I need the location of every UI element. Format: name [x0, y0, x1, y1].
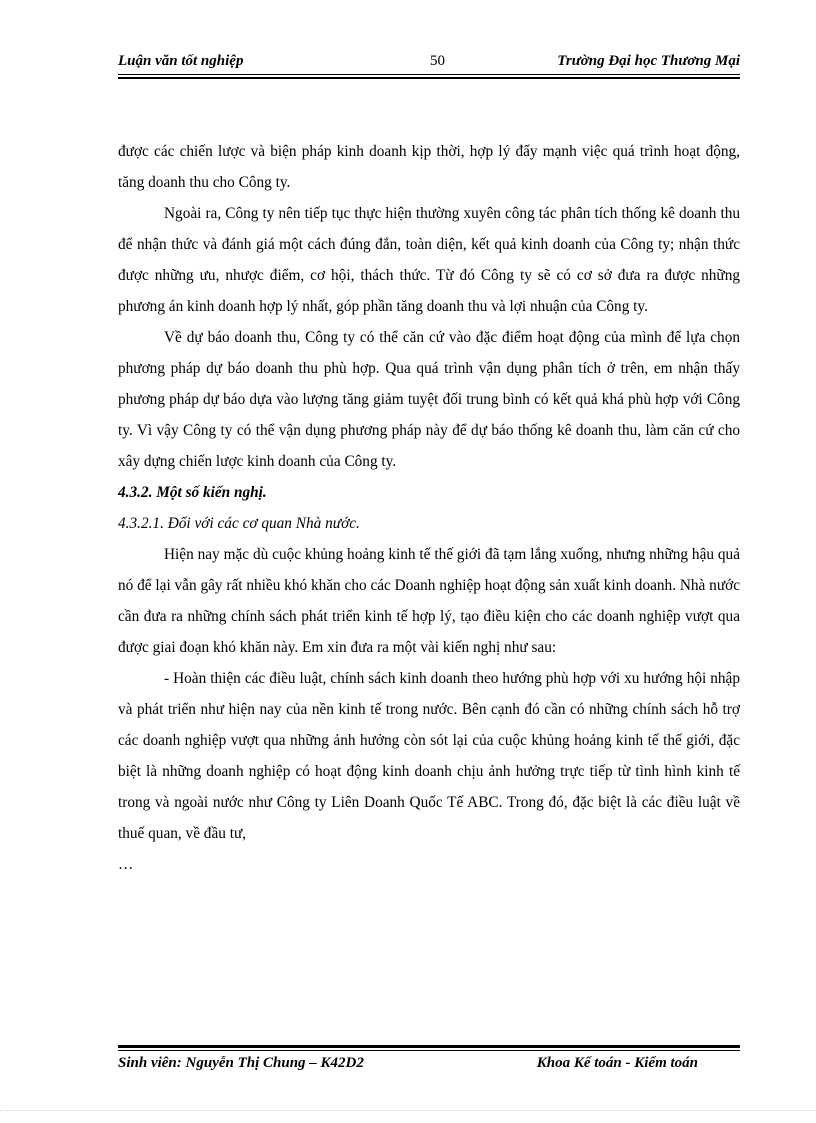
paragraph-state-role: Hiện nay mặc dù cuộc khủng hoảng kinh tế thế giới đã tạm lắng xuống, nhưng những hậu quả nó để lại vẫn gây rất nhiều khó khăn cho các Doanh nghiệp hoạt động sản xuất kinh doanh. Nhà nước cần đưa ra những chính sách phát triển kinh tế hợp lý, tạo điều kiện cho các doanh nghiệp vượt qua được giai đoạn khó khăn này. Em xin đưa ra một vài kiến nghị như sau: — [118, 546, 740, 656]
subsection-heading: 4.3.2.1. Đối với các cơ quan Nhà nước. — [118, 515, 360, 532]
page-body — [118, 136, 740, 880]
footer-rule-thin — [118, 1050, 740, 1051]
footer-student: Sinh viên: Nguyễn Thị Chung – K42D2 — [118, 1055, 364, 1071]
paragraph-ellipsis: … — [118, 856, 134, 873]
header-university: Trường Đại học Thương Mại — [557, 53, 740, 69]
paragraph-analysis: Ngoài ra, Công ty nên tiếp tục thực hiện thường xuyên công tác phân tích thống kê doanh thu để nhận thức và đánh giá một cách đúng đắn, toàn diện, kết quả kinh doanh của Công ty; nhận thức được những ưu, nhược điểm, cơ hội, thách thức. Từ đó Công ty sẽ có cơ sở đưa ra được những phương án kinh doanh hợp lý nhất, góp phần tăng doanh thu và lợi nhuận của Công ty. — [118, 205, 740, 315]
section-heading: 4.3.2. Một số kiến nghị. — [118, 484, 267, 501]
footer-department: Khoa Kế toán - Kiểm toán — [536, 1055, 698, 1071]
paragraph-forecast: Về dự báo doanh thu, Công ty có thể căn cứ vào đặc điểm hoạt động của mình để lựa chọn phương pháp dự báo doanh thu phù hợp. Qua quá trình vận dụng phân tích ở trên, em nhận thấy phương pháp dự báo dựa vào lượng tăng giảm tuyệt đối trung bình có kết quả khá phù hợp với Công ty. Vì vậy Công ty có thể vận dụng phương pháp này để dự báo thống kê doanh thu, làm căn cứ cho xây dựng chiến lược kinh doanh của Công ty. — [118, 329, 740, 470]
header-thesis-label: Luận văn tốt nghiệp — [118, 53, 244, 69]
page-footer — [118, 1055, 740, 1077]
page-header — [118, 50, 740, 72]
header-rule-thin — [118, 74, 740, 75]
footer-rule-thick — [118, 1045, 740, 1048]
paragraph-recommendation: - Hoàn thiện các điều luật, chính sách kinh doanh theo hướng phù hợp với xu hướng hội nhập và phát triển như hiện nay của nền kinh tế trong nước. Bên cạnh đó cần có những chính sách hỗ trợ các doanh nghiệp vượt qua những ảnh hưởng còn sót lại của cuộc khủng hoảng kinh tế thế giới, đặc biệt là những doanh nghiệp có hoạt động kinh doanh chịu ảnh hưởng trực tiếp từ tình hình kinh tế trong và ngoài nước như Công ty Liên Doanh Quốc Tế ABC. Trong đó, đặc biệt là các điều luật về thuế quan, về đầu tư, — [118, 670, 740, 842]
page-border-bottom — [0, 1110, 816, 1111]
paragraph-continuation: được các chiến lược và biện pháp kinh doanh kịp thời, hợp lý đẩy mạnh việc quá trình hoạt động, tăng doanh thu cho Công ty. — [118, 143, 740, 191]
page-number: 50 — [430, 53, 445, 69]
header-rule-thick — [118, 77, 740, 79]
